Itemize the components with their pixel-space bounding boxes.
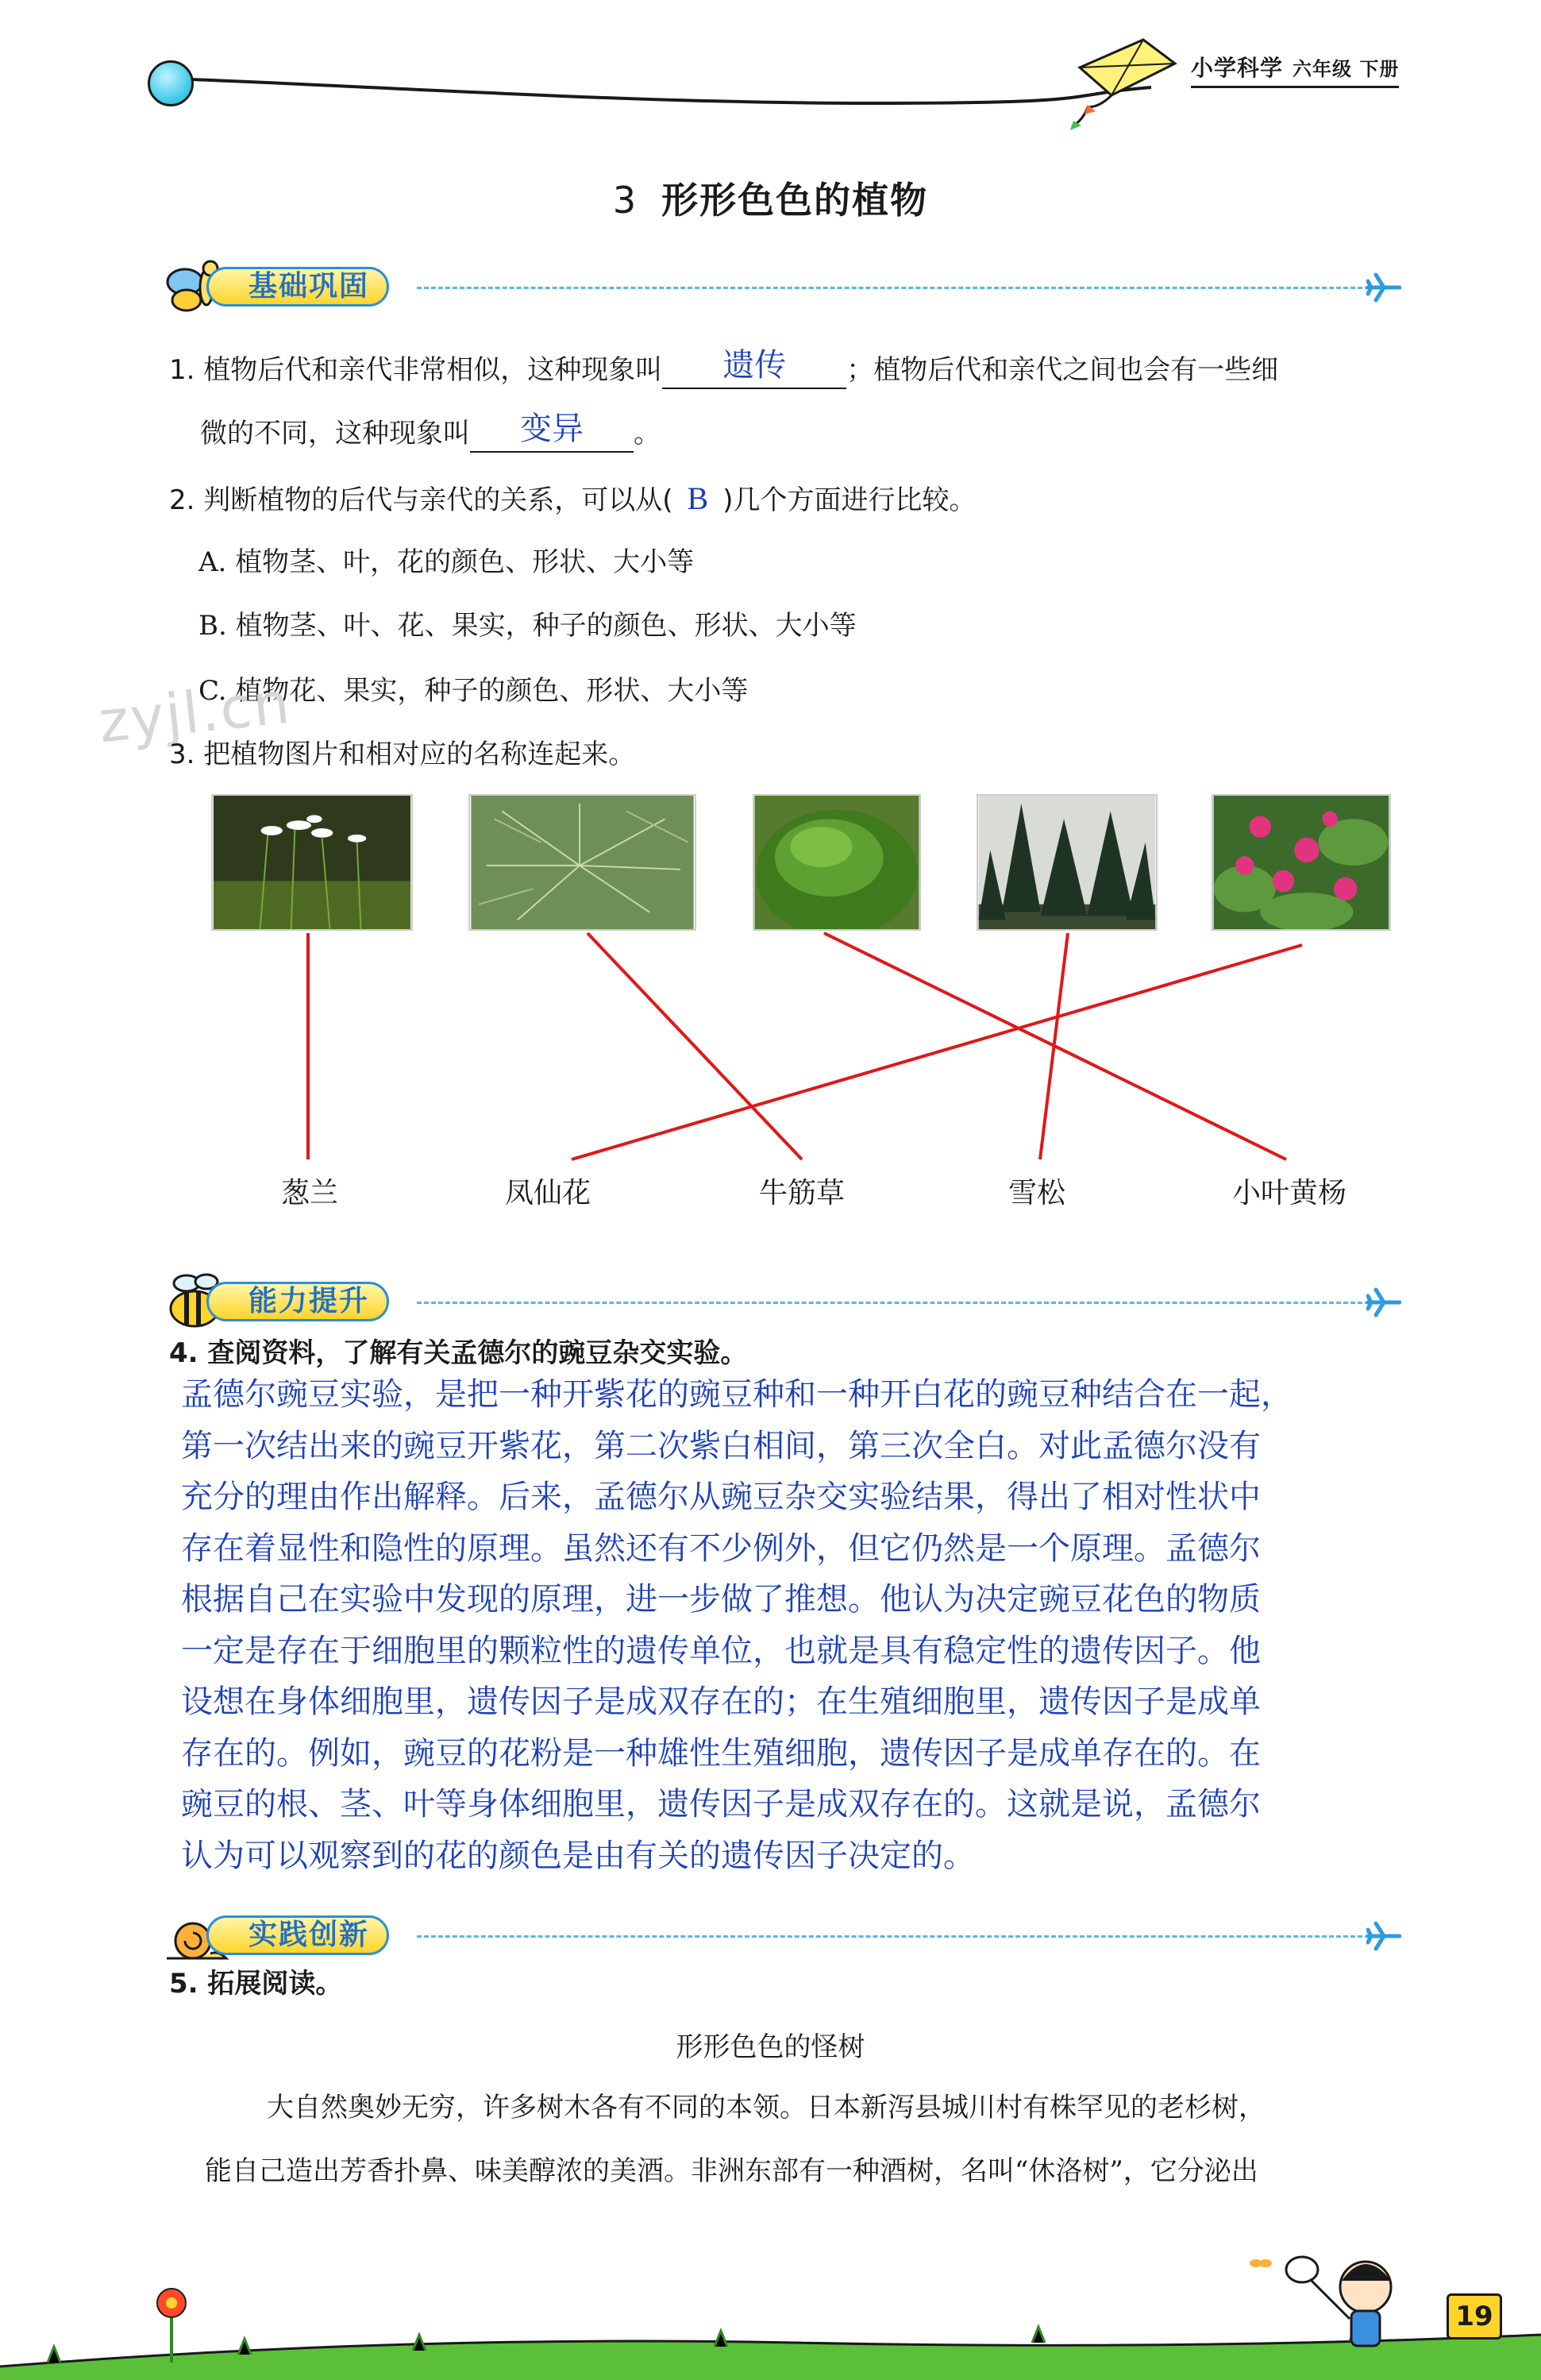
girl-with-net-icon — [1286, 2257, 1391, 2346]
plant-name-1: 葱兰 — [280, 1177, 338, 1209]
answer-line: 根据自己在实验中发现的原理，进一步做了推想。他认为决定豌豆花色的物质 — [181, 1581, 1261, 1618]
reading-line-2: 能自己造出芳香扑鼻、味美醇浓的美酒。非洲东部有一种酒树，名叫“休洛树”，它分泌出 — [205, 2155, 1258, 2187]
match-line-4 — [1040, 933, 1068, 1159]
header-wave-line — [159, 48, 1151, 119]
question-5-stem: 5. 拓展阅读。 — [169, 1968, 343, 2000]
photo-cedar — [977, 794, 1158, 931]
plane-icon — [1366, 1286, 1401, 1318]
answer-line: 存在的。例如，豌豆的花粉是一种雄性生殖细胞，遗传因子是成单存在的。在 — [181, 1734, 1261, 1772]
question-2-answer: B — [687, 480, 709, 516]
plant-name-5: 小叶黄杨 — [1231, 1177, 1346, 1209]
dashed-divider — [417, 287, 1370, 289]
question-4-stem: 4. 查阅资料，了解有关孟德尔的豌豆杂交实验。 — [169, 1337, 748, 1369]
answer-line: 设想在身体细胞里，遗传因子是成双存在的；在生殖细胞里，遗传因子是成单 — [181, 1684, 1261, 1720]
plant-name-3: 牛筋草 — [758, 1177, 845, 1209]
flower-icon — [157, 2289, 186, 2363]
question-4-answer — [181, 1369, 1412, 1881]
kite-icon — [1056, 32, 1183, 135]
dashed-divider — [417, 1935, 1370, 1938]
answer-line: 充分的理由作出解释。后来，孟德尔从豌豆杂交实验结果，得出了相对性状中 — [181, 1479, 1261, 1515]
question-2-stem: 2. 判断植物的后代与亲代的关系，可以从( B )几个方面进行比较。 — [169, 480, 977, 516]
question-2-option-a: A. 植物茎、叶，花的颜色、形状、大小等 — [198, 546, 695, 578]
section-banner-practice — [163, 1903, 1401, 1958]
photo-goosegrass — [468, 794, 696, 931]
watermark: zyjl.cn — [95, 669, 295, 756]
chapter-title: 3 形形色色的植物 — [612, 179, 929, 222]
photo-zephyranthes — [211, 794, 413, 931]
answer-line: 第一次结出来的豌豆开紫花，第二次紫白相间，第三次全白。对此孟德尔没有 — [181, 1427, 1261, 1464]
book-title: 小学科学 六年级 下册 — [1191, 51, 1399, 88]
plane-icon — [1366, 272, 1401, 303]
section-banner-ability — [163, 1269, 1401, 1325]
answer-line: 存在着显性和隐性的原理。虽然还有不少例外，但它仍然是一个原理。孟德尔 — [181, 1529, 1261, 1567]
question-1-line-2: 微的不同，这种现象叫 变异 。 — [200, 415, 661, 453]
match-line-2 — [588, 933, 802, 1159]
answer-blank-2: 变异 — [470, 421, 634, 453]
answer-line: 认为可以观察到的花的颜色是由有关的遗传因子决定的。 — [181, 1837, 975, 1874]
section-banner-basic — [163, 254, 1401, 310]
question-2-option-c: C. 植物花、果实，种子的颜色、形状、大小等 — [198, 675, 749, 707]
answer-line: 孟德尔豌豆实验，是把一种开紫花的豌豆种和一种开白花的豌豆种结合在一起， — [181, 1376, 1293, 1413]
header-ball-icon — [148, 60, 194, 106]
reading-title: 形形色色的怪树 — [676, 2031, 865, 2063]
section-title: 实践创新 — [206, 1915, 389, 1955]
photo-impatiens — [1212, 794, 1391, 931]
question-2-option-b: B. 植物茎、叶、花、果实，种子的颜色、形状、大小等 — [198, 610, 857, 642]
answer-blank-1: 遗传 — [662, 357, 846, 389]
butterfly-small-icon — [1250, 2259, 1272, 2267]
answer-line: 豌豆的根、茎、叶等身体细胞里，遗传因子是成双存在的。这就是说，孟德尔 — [181, 1786, 1261, 1823]
reading-line-1: 大自然奥妙无穷，许多树木各有不同的本领。日本新泻县城川村有株罕见的老杉树， — [267, 2092, 1266, 2123]
plant-name-4: 雪松 — [1007, 1177, 1065, 1209]
dashed-divider — [417, 1302, 1370, 1304]
answer-line: 一定是存在于细胞里的颗粒性的遗传单位，也就是具有稳定性的遗传因子。他 — [181, 1632, 1261, 1669]
footer-grass-illustration — [0, 2224, 1541, 2380]
matching-lines — [0, 929, 1541, 1167]
question-3-stem: 3. 把植物图片和相对应的名称连起来。 — [169, 739, 636, 770]
photo-boxwood — [753, 794, 921, 931]
match-line-5 — [572, 945, 1302, 1159]
plane-icon — [1366, 1920, 1401, 1952]
plant-name-2: 凤仙花 — [504, 1177, 591, 1209]
section-title: 基础巩固 — [206, 267, 389, 307]
page-number: 19 — [1447, 2293, 1502, 2339]
section-title: 能力提升 — [206, 1282, 389, 1321]
question-1-line-1: 1. 植物后代和亲代非常相似，这种现象叫 遗传 ；植物后代和亲代之间也会有一些细 — [169, 351, 1278, 389]
